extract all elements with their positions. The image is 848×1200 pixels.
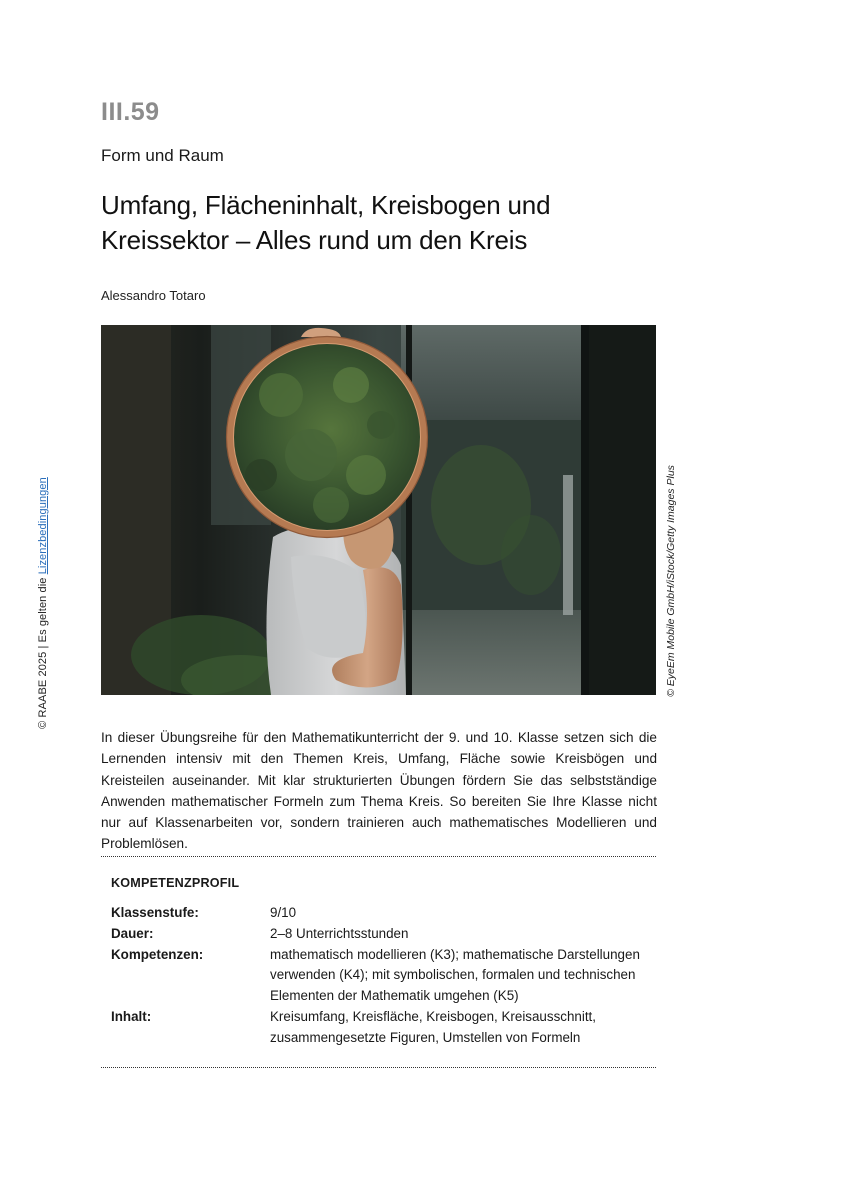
photo-credit bbox=[663, 465, 679, 697]
author-name: Alessandro Totaro bbox=[101, 288, 206, 303]
profile-value: Kreisumfang, Kreisfläche, Kreisbogen, Kreisausschnitt, zusammengesetzte Figuren, Umstellen von Formeln bbox=[270, 1008, 596, 1045]
mirror-photo-illustration bbox=[101, 325, 656, 695]
intro-paragraph: In dieser Übungsreihe für den Mathematikunterricht der 9. und 10. Klasse setzen sich die Lernenden intensiv mit den Themen Kreis, Umfang, Fläche sowie Kreisbögen und Kreisteilen auseinander. Mit klar strukturierten Übungen fördern Sie das selbstständige Anwenden mathematischer Formeln zum Thema Kreis. So bereiten Sie Ihre Klasse nicht nur auf Klassenarbeiten vor, sondern trainieren auch mathematisches Modellieren und Problemlösen. bbox=[101, 730, 657, 852]
title-line-1: Umfang, Flächeninhalt, Kreisbogen und bbox=[101, 190, 551, 220]
profile-key: Dauer: bbox=[111, 925, 154, 941]
photo-credit-text: © EyeEm Mobile GmbH/iStock/Getty Images Plus bbox=[665, 465, 677, 697]
profile-value: mathematisch modellieren (K3); mathematische Darstellungen verwenden (K4); mit symbolischen, formalen und technischen Elementen der Mathematik umgehen (K5) bbox=[270, 946, 640, 1004]
competence-profile bbox=[111, 876, 651, 1049]
profile-key: Inhalt: bbox=[111, 1008, 152, 1024]
profile-value: 2–8 Unterrichtsstunden bbox=[270, 925, 409, 941]
copyright-text: © RAABE 2025 | Es gelten die bbox=[37, 573, 49, 729]
profile-row-grade bbox=[111, 903, 651, 924]
page-title bbox=[101, 188, 661, 258]
license-note bbox=[34, 476, 52, 729]
topic-label: Form und Raum bbox=[101, 146, 224, 165]
profile-row-duration bbox=[111, 924, 651, 945]
profile-value: 9/10 bbox=[270, 905, 297, 920]
divider-bottom bbox=[101, 1067, 656, 1068]
chapter-number: III.59 bbox=[101, 98, 160, 126]
divider-top bbox=[101, 856, 656, 857]
profile-key: Kompetenzen: bbox=[111, 946, 204, 962]
profile-key: Klassenstufe: bbox=[111, 905, 199, 920]
profile-row-content bbox=[111, 1007, 651, 1049]
title-line-2: Kreissektor – Alles rund um den Kreis bbox=[101, 225, 528, 255]
profile-row-competences bbox=[111, 945, 651, 1007]
cover-photo bbox=[101, 325, 656, 695]
profile-heading: KOMPETENZPROFIL bbox=[111, 876, 240, 890]
license-link[interactable]: Lizenzbedingungen bbox=[37, 476, 49, 574]
